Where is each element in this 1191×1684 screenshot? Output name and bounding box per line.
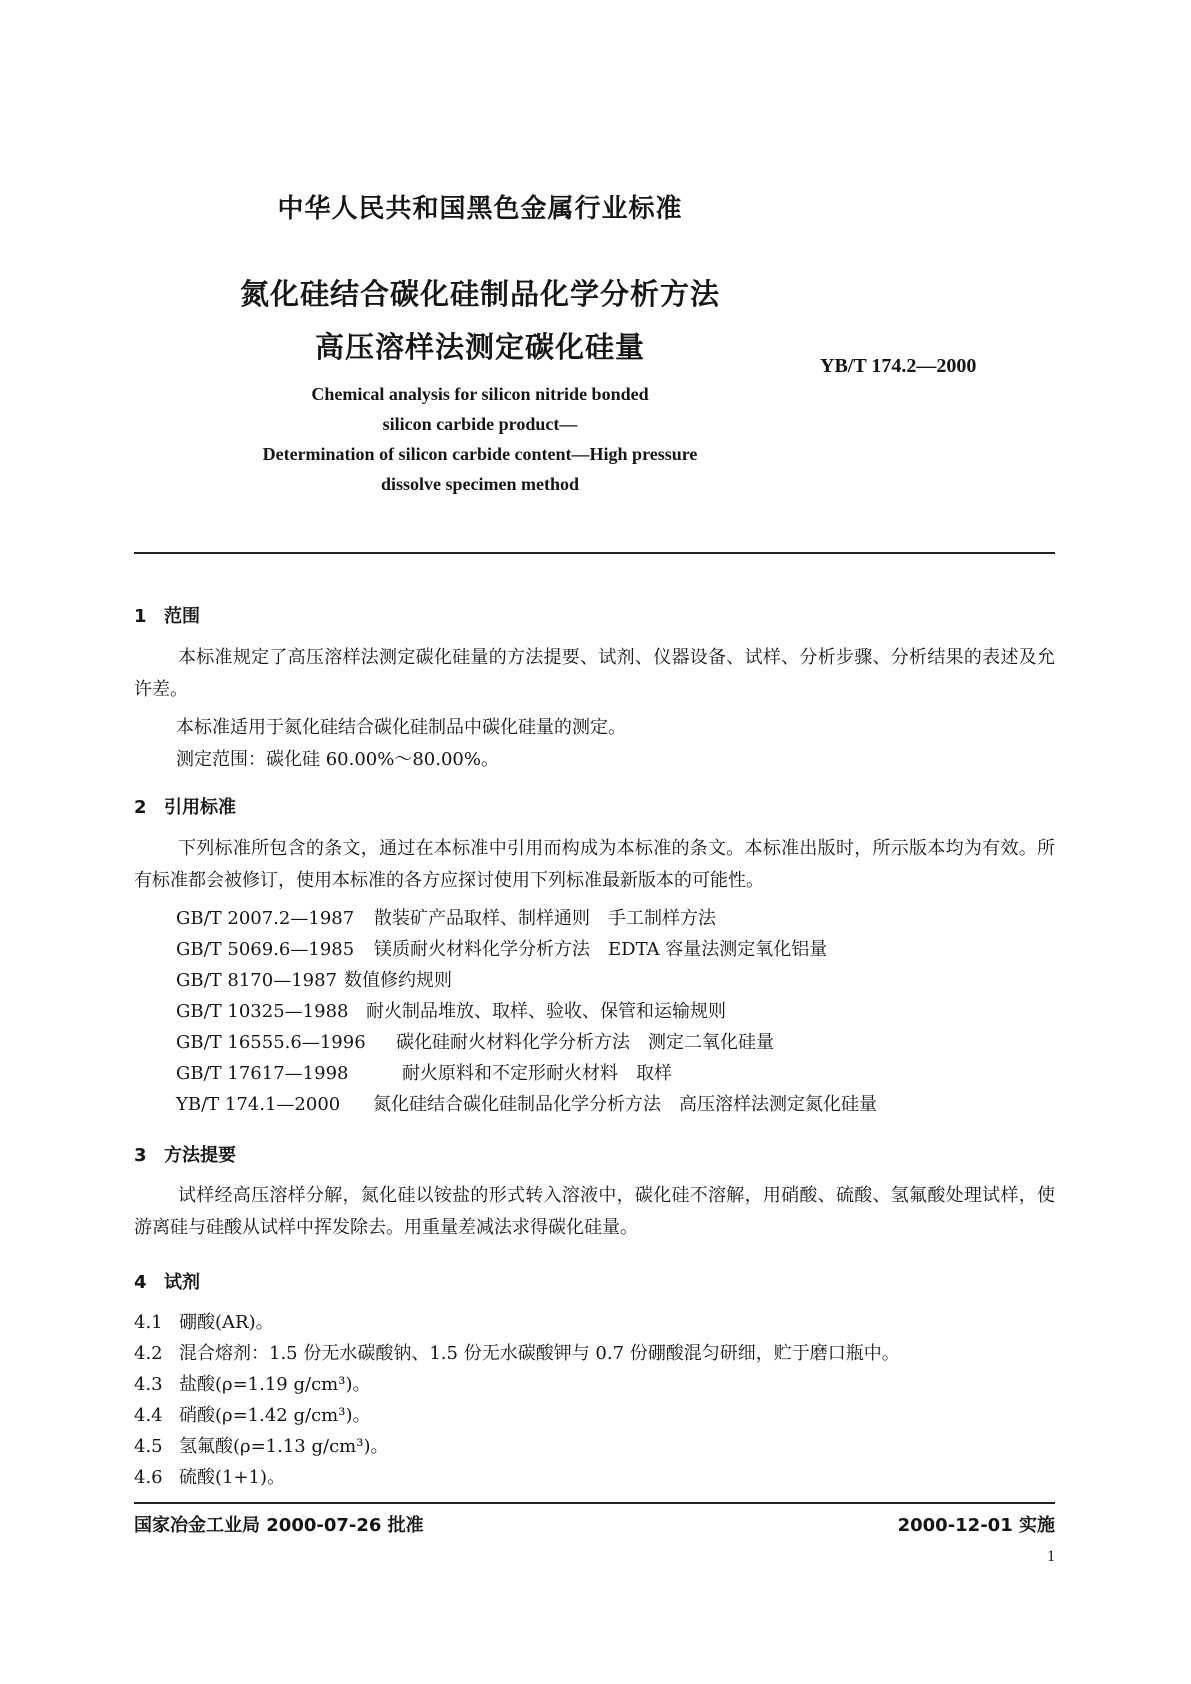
approval-date: 国家冶金工业局 2000-07-26 批准 bbox=[134, 1515, 424, 1536]
reference-code: GB/T 10325—1988 bbox=[176, 1001, 349, 1022]
reagent-item bbox=[134, 1401, 370, 1427]
section-heading-scope bbox=[134, 602, 200, 628]
standard-code: YB/T 174.2—2000 bbox=[820, 355, 977, 377]
reagent-text: 硝酸(ρ=1.42 g/cm³)。 bbox=[179, 1405, 371, 1426]
reagent-item bbox=[134, 1463, 285, 1489]
reference-code: GB/T 8170—1987 bbox=[176, 970, 338, 991]
section-heading-reagents bbox=[134, 1268, 200, 1294]
effective-date: 2000-12-01 实施 bbox=[897, 1515, 1055, 1536]
reagent-text: 混合熔剂：1.5 份无水碳酸钠、1.5 份无水碳酸钾与 0.7 份硼酸混匀研细，贮于磨口瓶中。 bbox=[179, 1343, 900, 1364]
reference-code: GB/T 5069.6—1985 bbox=[176, 939, 355, 960]
reagent-item bbox=[134, 1370, 370, 1396]
paragraph: 试样经高压溶样分解，氮化硅以铵盐的形式转入溶液中，碳化硅不溶解，用硝酸、硫酸、氢氟酸处理试样，使游离硅与硅酸从试样中挥发除去。用重量差减法求得碳化硅量。 bbox=[134, 1185, 1055, 1238]
reference-code: YB/T 174.1—2000 bbox=[176, 1094, 341, 1115]
reference-title: 耐火原料和不定形耐火材料 取样 bbox=[402, 1063, 672, 1084]
reference-code: GB/T 16555.6—1996 bbox=[176, 1032, 366, 1053]
reagent-number: 4.5 bbox=[134, 1436, 163, 1457]
reference-item bbox=[176, 966, 452, 992]
document-title-line1: 氮化硅结合碳化硅制品化学分析方法 bbox=[239, 277, 720, 311]
reagent-number: 4.4 bbox=[134, 1405, 163, 1426]
reference-item bbox=[176, 1028, 774, 1054]
reference-title: 散装矿产品取样、制样通则 手工制样方法 bbox=[374, 908, 716, 929]
reagent-text: 盐酸(ρ=1.19 g/cm³)。 bbox=[179, 1374, 371, 1395]
reference-code: GB/T 2007.2—1987 bbox=[176, 908, 355, 929]
issuing-organization: 中华人民共和国黑色金属行业标准 bbox=[277, 194, 683, 224]
reagent-number: 4.1 bbox=[134, 1312, 163, 1333]
reagent-text: 硫酸(1+1)。 bbox=[179, 1467, 286, 1488]
paragraph: 测定范围：碳化硅 60.00%～80.00%。 bbox=[176, 749, 499, 770]
reference-item bbox=[176, 904, 716, 930]
reference-item bbox=[176, 1090, 877, 1116]
reagent-text: 氢氟酸(ρ=1.13 g/cm³)。 bbox=[179, 1436, 389, 1457]
reagent-item bbox=[134, 1432, 388, 1458]
section-title: 引用标准 bbox=[164, 797, 236, 818]
section-number: 2 bbox=[134, 797, 147, 818]
section-title: 试剂 bbox=[164, 1272, 200, 1293]
reference-title: 氮化硅结合碳化硅制品化学分析方法 高压溶样法测定氮化硅量 bbox=[373, 1094, 877, 1115]
reference-code: GB/T 17617—1998 bbox=[176, 1063, 349, 1084]
section-heading-references bbox=[134, 793, 236, 819]
reagent-item bbox=[134, 1339, 900, 1365]
section-number: 1 bbox=[134, 606, 147, 627]
english-title-line: Chemical analysis for silicon nitride bonded bbox=[311, 384, 649, 404]
paragraph: 本标准适用于氮化硅结合碳化硅制品中碳化硅量的测定。 bbox=[176, 717, 626, 738]
header-divider bbox=[134, 552, 1055, 554]
document-title-line2: 高压溶样法测定碳化硅量 bbox=[314, 330, 645, 364]
english-title-line: silicon carbide product— bbox=[382, 414, 578, 434]
reference-item bbox=[176, 997, 726, 1023]
footer-divider bbox=[134, 1502, 1055, 1504]
section-title: 方法提要 bbox=[164, 1145, 236, 1166]
english-title-line: dissolve specimen method bbox=[381, 474, 579, 494]
paragraph: 本标准规定了高压溶样法测定碳化硅量的方法提要、试剂、仪器设备、试样、分析步骤、分析结果的表述及允许差。 bbox=[134, 647, 1055, 700]
reference-item bbox=[176, 935, 827, 961]
reagent-number: 4.2 bbox=[134, 1343, 163, 1364]
reagent-item bbox=[134, 1308, 274, 1334]
reagent-number: 4.3 bbox=[134, 1374, 163, 1395]
reference-title: 碳化硅耐火材料化学分析方法 测定二氧化硅量 bbox=[396, 1032, 774, 1053]
reference-item bbox=[176, 1059, 672, 1085]
reagent-number: 4.6 bbox=[134, 1467, 163, 1488]
section-title: 范围 bbox=[164, 606, 200, 627]
section-heading-method-summary bbox=[134, 1141, 236, 1167]
english-title-line: Determination of silicon carbide content—High pressure bbox=[262, 444, 698, 464]
reference-title: 镁质耐火材料化学分析方法 EDTA 容量法测定氧化铝量 bbox=[374, 939, 828, 960]
section-number: 4 bbox=[134, 1272, 147, 1293]
section-number: 3 bbox=[134, 1145, 147, 1166]
page-number: 1 bbox=[1047, 1548, 1055, 1565]
reference-title: 耐火制品堆放、取样、验收、保管和运输规则 bbox=[366, 1001, 726, 1022]
reagent-text: 硼酸(AR)。 bbox=[179, 1312, 274, 1333]
reference-title: 数值修约规则 bbox=[344, 970, 452, 991]
paragraph: 下列标准所包含的条文，通过在本标准中引用而构成为本标准的条文。本标准出版时，所示版本均为有效。所有标准都会被修订，使用本标准的各方应探讨使用下列标准最新版本的可能性。 bbox=[134, 838, 1055, 891]
